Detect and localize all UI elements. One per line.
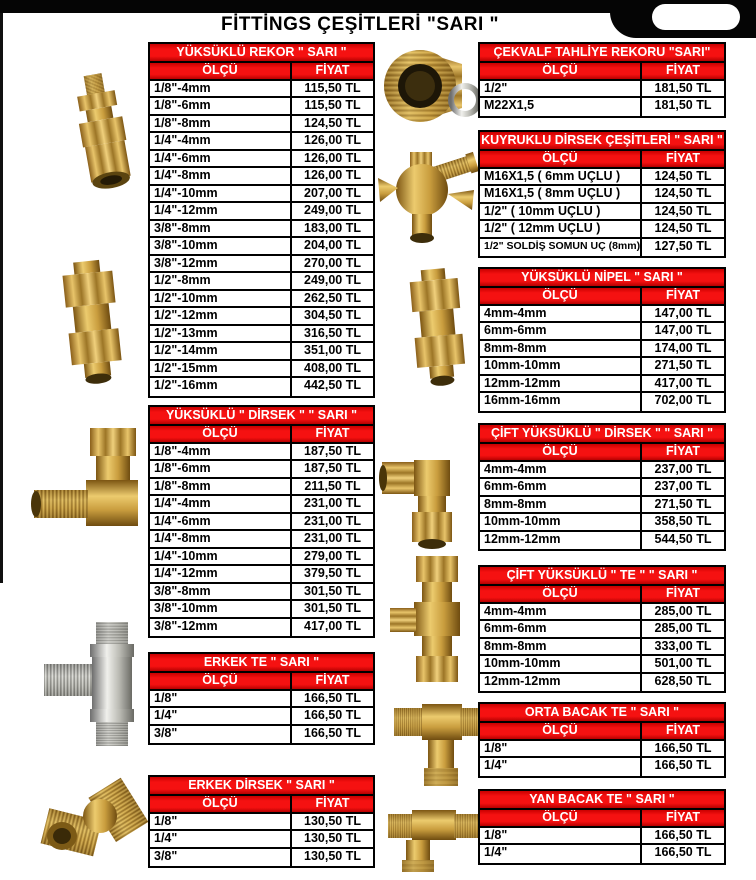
- table-cekvalf-tahliye-rekoru: [478, 42, 726, 118]
- table-row: [150, 619, 373, 637]
- table-row: [480, 98, 724, 116]
- size-column-header: ÖLÇÜ: [480, 151, 642, 167]
- cift_yuksuklu_dirsek-header-row: [480, 444, 724, 462]
- table-row: [480, 221, 724, 239]
- table-erkek-dirsek: [148, 775, 375, 868]
- table-row: [150, 133, 373, 151]
- yan_bacak_te-header-row: [480, 810, 724, 828]
- kuyruklu_dirsek-header-row: [480, 151, 724, 169]
- table-row: [480, 514, 724, 532]
- left-page-edge: [0, 13, 3, 583]
- table-row: [480, 639, 724, 657]
- price-cell: 351,00 TL: [304, 343, 361, 357]
- tailed-elbow-photo: [372, 138, 482, 250]
- size-cell: 1/2"-15mm: [150, 361, 292, 377]
- price-cell: 237,00 TL: [654, 479, 712, 493]
- size-cell: 1/4"-4mm: [150, 496, 292, 512]
- price-cell: 130,50 TL: [304, 813, 361, 828]
- erkek_te-header-row: [150, 673, 373, 691]
- table-row: [480, 376, 724, 394]
- price-cell: 442,50 TL: [304, 378, 361, 392]
- table-row: [150, 343, 373, 361]
- price-cell: 417,00 TL: [654, 375, 712, 390]
- orta_bacak_te-title: ORTA BACAK TE " SARI ": [480, 704, 724, 723]
- size-cell: 3/8": [150, 849, 292, 867]
- table-erkek-te: [148, 652, 375, 745]
- size-cell: 1/2"-16mm: [150, 378, 292, 396]
- cekvalf_tahliye_rekoru-title: ÇEKVALF TAHLİYE REKORU "SARI": [480, 44, 724, 63]
- size-cell: 1/4": [150, 708, 292, 724]
- table-cift-yuksuklu-dirsek: [478, 423, 726, 551]
- table-row: [150, 814, 373, 832]
- size-column-header: ÖLÇÜ: [150, 673, 292, 689]
- price-cell: 316,50 TL: [304, 325, 361, 340]
- table-row: [480, 674, 724, 692]
- orta_bacak_te-header-row: [480, 723, 724, 741]
- size-cell: 1/4": [150, 831, 292, 847]
- table-row: [480, 497, 724, 515]
- straight-compression-fitting-photo: [52, 72, 152, 197]
- size-cell: M16X1,5 ( 6mm UÇLU ): [480, 169, 642, 185]
- price-column-header: FİYAT: [642, 810, 724, 826]
- price-cell: 147,00 TL: [654, 323, 712, 337]
- table-row: [150, 308, 373, 326]
- table-row: [150, 291, 373, 309]
- size-cell: 1/4"-6mm: [150, 151, 292, 167]
- table-yuksuklu-nipel: [478, 267, 726, 413]
- page-title: FİTTİNGS ÇEŞİTLERİ "SARI ": [220, 14, 500, 35]
- table-row: [480, 306, 724, 324]
- price-cell: 544,50 TL: [654, 531, 712, 546]
- size-column-header: ÖLÇÜ: [480, 810, 642, 826]
- price-cell: 187,50 TL: [304, 461, 361, 475]
- price-cell: 231,00 TL: [304, 513, 361, 528]
- cift_yuksuklu_te-title: ÇİFT YÜKSÜKLÜ " TE " " SARI ": [480, 567, 724, 586]
- table-row: [150, 831, 373, 849]
- size-column-header: ÖLÇÜ: [150, 63, 292, 79]
- size-cell: 1/4"-10mm: [150, 186, 292, 202]
- size-cell: 1/8": [150, 814, 292, 830]
- yuksuklu_nipel-title: YÜKSÜKLÜ NİPEL " SARI ": [480, 269, 724, 288]
- size-cell: 3/8"-8mm: [150, 221, 292, 237]
- table-yuksuklu-dirsek: [148, 405, 375, 638]
- price-cell: 304,50 TL: [304, 308, 361, 322]
- cekvalf_tahliye_rekoru-header-row: [480, 63, 724, 81]
- table-row: [480, 358, 724, 376]
- yuksuklu_dirsek-header-row: [150, 426, 373, 444]
- double-compression-tee-photo: [388, 552, 482, 688]
- table-row: [150, 708, 373, 726]
- compression-elbow-photo: [28, 420, 153, 560]
- size-column-header: ÖLÇÜ: [480, 586, 642, 602]
- price-cell: 147,00 TL: [654, 305, 712, 320]
- price-cell: 379,50 TL: [304, 566, 361, 580]
- table-row: [480, 758, 724, 776]
- size-cell: 1/8"-4mm: [150, 81, 292, 97]
- price-cell: 271,50 TL: [654, 358, 712, 372]
- table-row: [480, 204, 724, 222]
- table-row: [150, 203, 373, 221]
- table-yuksuklu-rekor: [148, 42, 375, 398]
- size-cell: 1/8"-8mm: [150, 479, 292, 495]
- size-cell: 1/4"-4mm: [150, 133, 292, 149]
- table-row: [150, 726, 373, 744]
- price-cell: 237,00 TL: [654, 461, 712, 476]
- price-cell: 166,50 TL: [654, 758, 712, 772]
- table-row: [480, 393, 724, 411]
- price-cell: 211,50 TL: [304, 478, 361, 493]
- size-cell: 1/4"-8mm: [150, 168, 292, 184]
- size-column-header: ÖLÇÜ: [480, 63, 642, 79]
- price-column-header: FİYAT: [292, 673, 373, 689]
- table-row: [150, 444, 373, 462]
- side-leg-tee-photo: [384, 790, 482, 874]
- yan_bacak_te-title: YAN BACAK TE " SARI ": [480, 791, 724, 810]
- price-cell: 501,00 TL: [654, 656, 712, 670]
- price-cell: 279,00 TL: [304, 548, 361, 563]
- price-cell: 285,00 TL: [654, 603, 712, 618]
- size-cell: 1/2"-12mm: [150, 308, 292, 324]
- price-cell: 262,50 TL: [304, 290, 361, 305]
- table-row: [150, 81, 373, 99]
- price-cell: 166,50 TL: [304, 708, 361, 722]
- size-cell: 6mm-6mm: [480, 479, 642, 495]
- table-row: [150, 98, 373, 116]
- price-cell: 249,00 TL: [304, 273, 361, 287]
- price-column-header: FİYAT: [642, 151, 724, 167]
- size-cell: 1/2"-10mm: [150, 291, 292, 307]
- price-cell: 270,00 TL: [304, 255, 361, 270]
- size-cell: M16X1,5 ( 8mm UÇLU ): [480, 186, 642, 202]
- price-cell: 181,50 TL: [654, 80, 712, 95]
- yuksuklu_rekor-header-row: [150, 63, 373, 81]
- table-row: [150, 256, 373, 274]
- price-cell: 127,50 TL: [654, 238, 712, 253]
- price-cell: 126,00 TL: [304, 168, 361, 182]
- price-column-header: FİYAT: [642, 63, 724, 79]
- price-cell: 358,50 TL: [654, 514, 712, 528]
- size-cell: 1/4"-10mm: [150, 549, 292, 565]
- price-cell: 187,50 TL: [304, 443, 361, 458]
- price-cell: 130,50 TL: [304, 848, 361, 863]
- table-row: [480, 81, 724, 99]
- size-column-header: ÖLÇÜ: [480, 444, 642, 460]
- table-row: [150, 479, 373, 497]
- size-cell: 1/2" SOLDİŞ SOMUN UÇ (8mm): [480, 239, 642, 257]
- price-cell: 126,00 TL: [304, 133, 361, 147]
- table-row: [150, 151, 373, 169]
- male-elbow-photo: [38, 768, 156, 868]
- size-cell: 10mm-10mm: [480, 656, 642, 672]
- price-cell: 124,50 TL: [304, 115, 361, 130]
- size-cell: 6mm-6mm: [480, 323, 642, 339]
- price-cell: 249,00 TL: [304, 203, 361, 217]
- size-cell: 1/8": [150, 691, 292, 707]
- table-row: [480, 621, 724, 639]
- middle-leg-tee-photo: [390, 680, 490, 788]
- table-row: [480, 656, 724, 674]
- table-row: [480, 479, 724, 497]
- table-kuyruklu-dirsek: [478, 130, 726, 258]
- table-row: [150, 221, 373, 239]
- size-cell: 12mm-12mm: [480, 376, 642, 392]
- price-cell: 130,50 TL: [304, 831, 361, 845]
- size-cell: 3/8"-12mm: [150, 619, 292, 637]
- size-cell: 12mm-12mm: [480, 532, 642, 550]
- table-row: [480, 828, 724, 846]
- cift_yuksuklu_dirsek-title: ÇİFT YÜKSÜKLÜ " DİRSEK " " SARI ": [480, 425, 724, 444]
- table-row: [480, 323, 724, 341]
- table-row: [480, 341, 724, 359]
- price-cell: 408,00 TL: [304, 360, 361, 375]
- price-cell: 181,50 TL: [654, 98, 712, 112]
- size-cell: 1/4": [480, 758, 642, 776]
- table-row: [150, 514, 373, 532]
- size-cell: 1/8"-8mm: [150, 116, 292, 132]
- size-column-header: ÖLÇÜ: [150, 796, 292, 812]
- compression-coupler-photo: [38, 255, 146, 400]
- table-row: [150, 378, 373, 396]
- yuksuklu_rekor-title: YÜKSÜKLÜ REKOR " SARI ": [150, 44, 373, 63]
- table-row: [150, 601, 373, 619]
- table-row: [150, 549, 373, 567]
- price-column-header: FİYAT: [642, 444, 724, 460]
- size-cell: 1/4"-6mm: [150, 514, 292, 530]
- price-cell: 166,50 TL: [654, 845, 712, 859]
- table-row: [150, 849, 373, 867]
- price-column-header: FİYAT: [642, 288, 724, 304]
- table-row: [480, 741, 724, 759]
- price-cell: 124,50 TL: [654, 186, 712, 200]
- price-cell: 301,50 TL: [304, 583, 361, 598]
- size-cell: 1/2" ( 10mm UÇLU ): [480, 204, 642, 220]
- table-cift-yuksuklu-te: [478, 565, 726, 693]
- size-cell: 12mm-12mm: [480, 674, 642, 692]
- table-row: [150, 168, 373, 186]
- size-cell: 4mm-4mm: [480, 462, 642, 478]
- price-cell: 166,50 TL: [654, 740, 712, 755]
- table-orta-bacak-te: [478, 702, 726, 778]
- size-cell: 1/4": [480, 845, 642, 863]
- price-cell: 271,50 TL: [654, 496, 712, 511]
- price-column-header: FİYAT: [642, 586, 724, 602]
- table-row: [480, 532, 724, 550]
- size-cell: 1/4"-12mm: [150, 566, 292, 582]
- price-cell: 166,50 TL: [304, 690, 361, 705]
- table-row: [150, 186, 373, 204]
- table-row: [150, 691, 373, 709]
- size-column-header: ÖLÇÜ: [480, 288, 642, 304]
- size-column-header: ÖLÇÜ: [480, 723, 642, 739]
- size-cell: 6mm-6mm: [480, 621, 642, 637]
- size-cell: 1/8"-4mm: [150, 444, 292, 460]
- price-column-header: FİYAT: [292, 63, 373, 79]
- price-cell: 124,50 TL: [654, 168, 712, 183]
- size-cell: 1/8"-6mm: [150, 98, 292, 114]
- size-cell: 1/2": [480, 81, 642, 97]
- price-cell: 115,50 TL: [304, 80, 361, 95]
- check-valve-drain-fitting-photo: [378, 38, 484, 136]
- kuyruklu_dirsek-title: KUYRUKLU DİRSEK ÇEŞİTLERİ " SARI ": [480, 132, 724, 151]
- table-row: [150, 326, 373, 344]
- table-row: [150, 496, 373, 514]
- size-cell: 16mm-16mm: [480, 393, 642, 411]
- price-cell: 417,00 TL: [304, 618, 361, 633]
- table-row: [480, 845, 724, 863]
- price-cell: 174,00 TL: [654, 340, 712, 355]
- size-cell: 3/8"-10mm: [150, 238, 292, 254]
- table-row: [480, 462, 724, 480]
- price-column-header: FİYAT: [642, 723, 724, 739]
- table-row: [480, 604, 724, 622]
- size-cell: 1/2"-8mm: [150, 273, 292, 289]
- price-cell: 702,00 TL: [654, 393, 712, 407]
- size-cell: 10mm-10mm: [480, 358, 642, 374]
- price-cell: 166,50 TL: [654, 827, 712, 842]
- table-row: [150, 116, 373, 134]
- size-cell: 3/8"-12mm: [150, 256, 292, 272]
- price-cell: 628,50 TL: [654, 673, 712, 688]
- table-row: [150, 238, 373, 256]
- table-row: [150, 584, 373, 602]
- erkek_dirsek-header-row: [150, 796, 373, 814]
- size-cell: 1/2"-14mm: [150, 343, 292, 359]
- size-cell: 1/8"-6mm: [150, 461, 292, 477]
- size-cell: 1/2" ( 12mm UÇLU ): [480, 221, 642, 237]
- erkek_te-title: ERKEK TE " SARI ": [150, 654, 373, 673]
- table-row: [150, 461, 373, 479]
- price-column-header: FİYAT: [292, 426, 373, 442]
- price-cell: 285,00 TL: [654, 621, 712, 635]
- size-cell: 3/8": [150, 726, 292, 744]
- size-cell: 4mm-4mm: [480, 604, 642, 620]
- table-row: [480, 239, 724, 257]
- table-row: [150, 273, 373, 291]
- price-column-header: FİYAT: [292, 796, 373, 812]
- size-cell: 1/2"-13mm: [150, 326, 292, 342]
- size-cell: 8mm-8mm: [480, 639, 642, 655]
- size-cell: 1/8": [480, 741, 642, 757]
- size-cell: 1/8": [480, 828, 642, 844]
- price-cell: 124,50 TL: [654, 221, 712, 235]
- double-compression-elbow-photo: [378, 438, 472, 556]
- size-cell: 3/8"-10mm: [150, 601, 292, 617]
- top-right-white-blob: [652, 4, 740, 30]
- price-cell: 333,00 TL: [654, 638, 712, 653]
- table-yan-bacak-te: [478, 789, 726, 865]
- compression-nipple-photo: [390, 264, 484, 396]
- price-cell: 115,50 TL: [304, 98, 361, 112]
- size-cell: 1/4"-12mm: [150, 203, 292, 219]
- table-row: [480, 169, 724, 187]
- price-cell: 231,00 TL: [304, 496, 361, 510]
- size-cell: 10mm-10mm: [480, 514, 642, 530]
- price-cell: 207,00 TL: [304, 185, 361, 200]
- price-cell: 166,50 TL: [304, 725, 361, 740]
- price-cell: 301,50 TL: [304, 601, 361, 615]
- price-cell: 124,50 TL: [654, 203, 712, 218]
- price-cell: 204,00 TL: [304, 238, 361, 252]
- price-cell: 126,00 TL: [304, 150, 361, 165]
- price-cell: 183,00 TL: [304, 220, 361, 235]
- size-cell: M22X1,5: [480, 98, 642, 116]
- table-row: [480, 186, 724, 204]
- table-row: [150, 531, 373, 549]
- male-tee-photo: [38, 620, 150, 750]
- yuksuklu_dirsek-title: YÜKSÜKLÜ " DİRSEK " " SARI ": [150, 407, 373, 426]
- size-cell: 4mm-4mm: [480, 306, 642, 322]
- erkek_dirsek-title: ERKEK DİRSEK " SARI ": [150, 777, 373, 796]
- size-cell: 3/8"-8mm: [150, 584, 292, 600]
- size-cell: 1/4"-8mm: [150, 531, 292, 547]
- size-column-header: ÖLÇÜ: [150, 426, 292, 442]
- price-cell: 231,00 TL: [304, 531, 361, 545]
- table-row: [150, 361, 373, 379]
- yuksuklu_nipel-header-row: [480, 288, 724, 306]
- size-cell: 8mm-8mm: [480, 341, 642, 357]
- table-row: [150, 566, 373, 584]
- size-cell: 8mm-8mm: [480, 497, 642, 513]
- cift_yuksuklu_te-header-row: [480, 586, 724, 604]
